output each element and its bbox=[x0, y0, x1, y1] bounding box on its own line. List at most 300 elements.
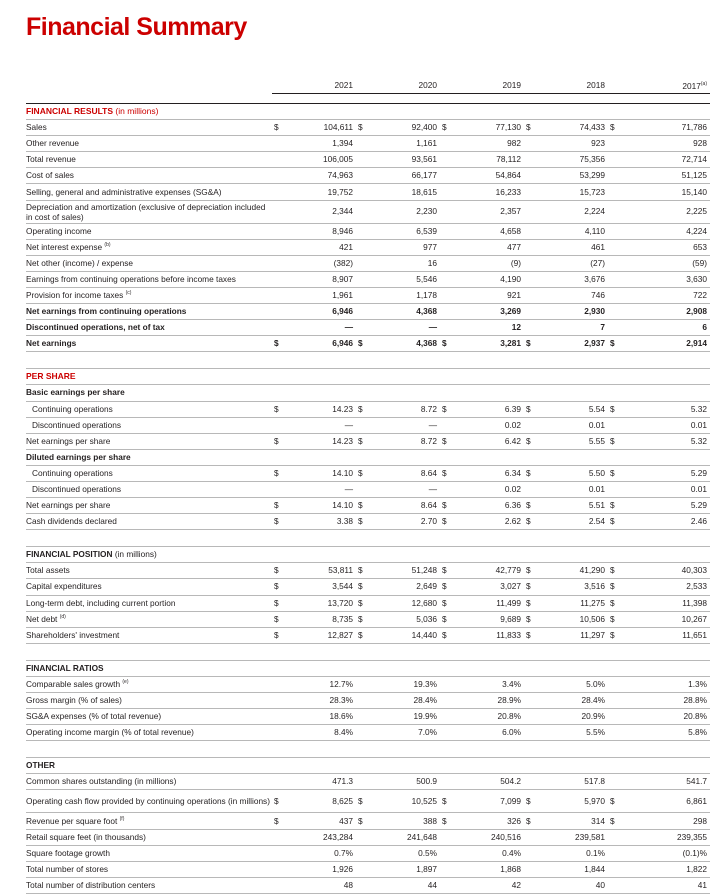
row-label bbox=[26, 152, 272, 168]
table-row bbox=[26, 433, 710, 449]
row-label-text: Net earnings bbox=[26, 338, 77, 349]
cell-value: 12 bbox=[462, 320, 524, 336]
currency-symbol bbox=[608, 239, 630, 255]
subheading-row bbox=[26, 385, 710, 401]
cell-value: 28.4% bbox=[378, 693, 440, 709]
cell-value: 28.3% bbox=[294, 693, 356, 709]
currency-symbol bbox=[356, 417, 378, 433]
cell-value: 74,963 bbox=[294, 168, 356, 184]
currency-symbol: $ bbox=[356, 498, 378, 514]
cell-value: 2,230 bbox=[378, 200, 440, 223]
currency-symbol: $ bbox=[440, 465, 462, 481]
row-label-text: Total number of stores bbox=[26, 863, 109, 874]
cell-value: 1,961 bbox=[294, 287, 356, 303]
row-label-text: Common shares outstanding (in millions) bbox=[26, 776, 177, 787]
cell-value: 20.8% bbox=[462, 709, 524, 725]
cell-value: 4,658 bbox=[462, 223, 524, 239]
currency-symbol: $ bbox=[440, 433, 462, 449]
cell-value: 5.8% bbox=[630, 725, 710, 741]
cell-value: 8.64 bbox=[378, 498, 440, 514]
table-row bbox=[26, 790, 710, 813]
currency-symbol: $ bbox=[272, 611, 294, 627]
row-label bbox=[26, 676, 272, 692]
year-footnote-mark: (a) bbox=[700, 81, 707, 88]
cell-value: 3,516 bbox=[546, 579, 608, 595]
currency-symbol bbox=[440, 449, 462, 465]
currency-symbol bbox=[272, 320, 294, 336]
year-header: 2021 bbox=[294, 78, 356, 94]
row-label-text: Continuing operations bbox=[32, 467, 113, 478]
row-label bbox=[26, 320, 272, 336]
currency-symbol bbox=[608, 136, 630, 152]
currency-symbol bbox=[440, 255, 462, 271]
section-divider bbox=[26, 530, 710, 547]
row-label-text: Continuing operations bbox=[32, 403, 113, 414]
cell-value: 0.01 bbox=[630, 481, 710, 497]
cell-value: 0.01 bbox=[630, 417, 710, 433]
currency-symbol bbox=[272, 861, 294, 877]
cell-value: 928 bbox=[630, 136, 710, 152]
table-row bbox=[26, 287, 710, 303]
cell-value: 12,680 bbox=[378, 595, 440, 611]
cell-value: 28.4% bbox=[546, 693, 608, 709]
cell-value: 12,827 bbox=[294, 627, 356, 643]
row-label-text: Comparable sales growth bbox=[26, 678, 121, 689]
currency-symbol bbox=[440, 877, 462, 893]
currency-symbol bbox=[440, 725, 462, 741]
cell-value: 72,714 bbox=[630, 152, 710, 168]
currency-symbol bbox=[440, 385, 462, 401]
table-row bbox=[26, 579, 710, 595]
cell-value: 3,630 bbox=[630, 271, 710, 287]
table-row bbox=[26, 627, 710, 643]
cell-value: 421 bbox=[294, 239, 356, 255]
cell-value: 53,811 bbox=[294, 563, 356, 579]
cell-value: 8,946 bbox=[294, 223, 356, 239]
cell-value: 40,303 bbox=[630, 563, 710, 579]
currency-symbol: $ bbox=[356, 611, 378, 627]
cell-value: 722 bbox=[630, 287, 710, 303]
cell-value: 477 bbox=[462, 239, 524, 255]
table-row bbox=[26, 465, 710, 481]
cell-value: 6 bbox=[630, 320, 710, 336]
currency-symbol bbox=[524, 200, 546, 223]
cell-value: 41,290 bbox=[546, 563, 608, 579]
cell-value: 41 bbox=[630, 877, 710, 893]
year-header: 2018 bbox=[546, 78, 608, 94]
row-label bbox=[26, 385, 272, 401]
currency-symbol: $ bbox=[356, 595, 378, 611]
row-label bbox=[26, 627, 272, 643]
cell-value: 16,233 bbox=[462, 184, 524, 200]
cell-value: 2.62 bbox=[462, 514, 524, 530]
footnote-mark: (f) bbox=[119, 815, 125, 822]
row-label-text: Operating cash flow provided by continuing operations (in millions) bbox=[26, 796, 270, 807]
row-label bbox=[26, 514, 272, 530]
currency-symbol bbox=[524, 136, 546, 152]
currency-symbol bbox=[524, 239, 546, 255]
currency-symbol: $ bbox=[440, 120, 462, 136]
currency-symbol bbox=[440, 774, 462, 790]
cell-value: 15,723 bbox=[546, 184, 608, 200]
table-row bbox=[26, 320, 710, 336]
cell-value: 6,946 bbox=[294, 336, 356, 352]
currency-symbol bbox=[356, 676, 378, 692]
currency-symbol bbox=[608, 304, 630, 320]
currency-symbol bbox=[272, 184, 294, 200]
cell-value: 2,937 bbox=[546, 336, 608, 352]
currency-symbol: $ bbox=[272, 514, 294, 530]
currency-symbol: $ bbox=[608, 627, 630, 643]
currency-symbol: $ bbox=[440, 401, 462, 417]
cell-value bbox=[294, 385, 356, 401]
row-label-text: Total number of distribution centers bbox=[26, 879, 156, 890]
cell-value: 10,525 bbox=[378, 790, 440, 813]
cell-value: (0.1)% bbox=[630, 845, 710, 861]
row-label-text: Total revenue bbox=[26, 154, 76, 165]
row-label bbox=[26, 774, 272, 790]
cell-value: 0.02 bbox=[462, 417, 524, 433]
cell-value: 541.7 bbox=[630, 774, 710, 790]
currency-symbol bbox=[356, 304, 378, 320]
cell-value: 14,440 bbox=[378, 627, 440, 643]
currency-symbol bbox=[356, 725, 378, 741]
table-row bbox=[26, 498, 710, 514]
cell-value: 5.29 bbox=[630, 465, 710, 481]
currency-symbol bbox=[524, 184, 546, 200]
currency-symbol: $ bbox=[440, 498, 462, 514]
section-heading bbox=[26, 369, 710, 385]
currency-symbol bbox=[356, 481, 378, 497]
cell-value: 6.36 bbox=[462, 498, 524, 514]
currency-symbol bbox=[440, 239, 462, 255]
currency-symbol bbox=[356, 845, 378, 861]
row-label-text: Cash dividends declared bbox=[26, 516, 117, 527]
cell-value: 8.72 bbox=[378, 433, 440, 449]
row-label bbox=[26, 813, 272, 829]
row-label bbox=[26, 271, 272, 287]
cell-value: 10,267 bbox=[630, 611, 710, 627]
currency-symbol bbox=[272, 774, 294, 790]
currency-symbol bbox=[608, 271, 630, 287]
cell-value: 2,649 bbox=[378, 579, 440, 595]
currency-symbol bbox=[356, 693, 378, 709]
row-label-text: Net earnings per share bbox=[26, 435, 111, 446]
cell-value: 4,110 bbox=[546, 223, 608, 239]
cell-value: — bbox=[378, 320, 440, 336]
row-label bbox=[26, 223, 272, 239]
cell-value: (27) bbox=[546, 255, 608, 271]
currency-symbol bbox=[440, 709, 462, 725]
currency-symbol: $ bbox=[356, 433, 378, 449]
cell-value: 504.2 bbox=[462, 774, 524, 790]
section-heading bbox=[26, 547, 710, 563]
row-label bbox=[26, 709, 272, 725]
cell-value: 5.32 bbox=[630, 401, 710, 417]
row-label bbox=[26, 336, 272, 352]
row-label-text: Cost of sales bbox=[26, 170, 74, 181]
cell-value: 746 bbox=[546, 287, 608, 303]
currency-symbol: $ bbox=[356, 579, 378, 595]
cell-value: (59) bbox=[630, 255, 710, 271]
cell-value: 6,861 bbox=[630, 790, 710, 813]
cell-value: 3,676 bbox=[546, 271, 608, 287]
currency-symbol bbox=[524, 223, 546, 239]
cell-value: 19,752 bbox=[294, 184, 356, 200]
currency-symbol bbox=[356, 136, 378, 152]
cell-value: 5.5% bbox=[546, 725, 608, 741]
cell-value: 5,546 bbox=[378, 271, 440, 287]
row-label bbox=[26, 304, 272, 320]
cell-value: 28.9% bbox=[462, 693, 524, 709]
currency-symbol: $ bbox=[608, 813, 630, 829]
cell-value: 19.9% bbox=[378, 709, 440, 725]
row-label-text: Depreciation and amortization (exclusive of depreciation included in cost of sales) bbox=[26, 201, 266, 222]
cell-value bbox=[462, 385, 524, 401]
row-label-text: Net earnings from continuing operations bbox=[26, 306, 187, 317]
cell-value bbox=[462, 449, 524, 465]
currency-symbol bbox=[608, 693, 630, 709]
cell-value: 5.32 bbox=[630, 433, 710, 449]
currency-symbol: $ bbox=[608, 579, 630, 595]
cell-value: 241,648 bbox=[378, 829, 440, 845]
cell-value: 8.64 bbox=[378, 465, 440, 481]
cell-value: 0.02 bbox=[462, 481, 524, 497]
currency-symbol: $ bbox=[608, 595, 630, 611]
table-row bbox=[26, 255, 710, 271]
currency-symbol bbox=[524, 877, 546, 893]
cell-value: 8.4% bbox=[294, 725, 356, 741]
table-row bbox=[26, 120, 710, 136]
table-row bbox=[26, 417, 710, 433]
cell-value: 77,130 bbox=[462, 120, 524, 136]
cell-value: 243,284 bbox=[294, 829, 356, 845]
cell-value: 0.7% bbox=[294, 845, 356, 861]
cell-value: 66,177 bbox=[378, 168, 440, 184]
row-label-text: Net earnings per share bbox=[26, 500, 111, 511]
section-heading-text: FINANCIAL POSITION bbox=[26, 549, 113, 560]
cell-value: 0.1% bbox=[546, 845, 608, 861]
table-row bbox=[26, 813, 710, 829]
currency-symbol: $ bbox=[356, 563, 378, 579]
row-label bbox=[26, 579, 272, 595]
currency-symbol bbox=[524, 385, 546, 401]
currency-symbol: $ bbox=[356, 514, 378, 530]
currency-symbol: $ bbox=[608, 563, 630, 579]
row-label-text: Other revenue bbox=[26, 138, 80, 149]
currency-symbol bbox=[440, 676, 462, 692]
cell-value: 461 bbox=[546, 239, 608, 255]
cell-value: 4,368 bbox=[378, 336, 440, 352]
section-heading-text: PER SHARE bbox=[26, 371, 76, 382]
financial-summary-table bbox=[26, 78, 710, 894]
section-heading-row bbox=[26, 547, 710, 563]
currency-symbol bbox=[440, 136, 462, 152]
currency-symbol bbox=[524, 725, 546, 741]
currency-symbol bbox=[524, 481, 546, 497]
currency-symbol bbox=[608, 184, 630, 200]
cell-value: 75,356 bbox=[546, 152, 608, 168]
table-row bbox=[26, 239, 710, 255]
currency-symbol bbox=[608, 725, 630, 741]
currency-symbol bbox=[608, 861, 630, 877]
cell-value: 6.42 bbox=[462, 433, 524, 449]
currency-symbol: $ bbox=[272, 336, 294, 352]
section-heading-text: FINANCIAL RATIOS bbox=[26, 662, 104, 673]
row-label-text: Discontinued operations, net of tax bbox=[26, 322, 165, 333]
section-heading-row bbox=[26, 758, 710, 774]
cell-value: 14.23 bbox=[294, 433, 356, 449]
cell-value: — bbox=[378, 481, 440, 497]
section-heading bbox=[26, 660, 710, 676]
row-label bbox=[26, 845, 272, 861]
currency-symbol bbox=[524, 271, 546, 287]
row-label bbox=[26, 877, 272, 893]
currency-symbol bbox=[440, 200, 462, 223]
row-label-text: Retail square feet (in thousands) bbox=[26, 831, 146, 842]
row-label-text: Sales bbox=[26, 122, 47, 133]
year-header: 2017$^{(a)}$ bbox=[630, 78, 710, 94]
currency-symbol: $ bbox=[524, 498, 546, 514]
section-unit: (in millions) bbox=[115, 106, 159, 117]
cell-value: 5.50 bbox=[546, 465, 608, 481]
cell-value: 653 bbox=[630, 239, 710, 255]
table-row bbox=[26, 845, 710, 861]
cell-value: 7 bbox=[546, 320, 608, 336]
row-label bbox=[26, 481, 272, 497]
section-divider bbox=[26, 643, 710, 660]
currency-symbol: $ bbox=[356, 401, 378, 417]
cell-value: 314 bbox=[546, 813, 608, 829]
currency-symbol bbox=[272, 845, 294, 861]
cell-value: 0.4% bbox=[462, 845, 524, 861]
currency-symbol: $ bbox=[272, 465, 294, 481]
currency-symbol bbox=[608, 417, 630, 433]
row-label bbox=[26, 498, 272, 514]
currency-symbol bbox=[524, 152, 546, 168]
currency-symbol: $ bbox=[272, 627, 294, 643]
cell-value: 11,833 bbox=[462, 627, 524, 643]
row-label bbox=[26, 239, 272, 255]
currency-symbol: $ bbox=[608, 465, 630, 481]
cell-value: 2.70 bbox=[378, 514, 440, 530]
section-heading-text: FINANCIAL RESULTS bbox=[26, 106, 114, 117]
row-label-text: Selling, general and administrative expenses (SG&A) bbox=[26, 186, 222, 197]
currency-symbol: $ bbox=[608, 401, 630, 417]
cell-value bbox=[378, 385, 440, 401]
currency-symbol: $ bbox=[524, 579, 546, 595]
cell-value: 3.38 bbox=[294, 514, 356, 530]
cell-value: 14.23 bbox=[294, 401, 356, 417]
table-row bbox=[26, 693, 710, 709]
currency-symbol: $ bbox=[440, 514, 462, 530]
currency-symbol: $ bbox=[356, 465, 378, 481]
table-row bbox=[26, 725, 710, 741]
cell-value: 1,868 bbox=[462, 861, 524, 877]
currency-symbol bbox=[356, 774, 378, 790]
currency-symbol bbox=[440, 223, 462, 239]
cell-value: 2.54 bbox=[546, 514, 608, 530]
currency-symbol: $ bbox=[608, 790, 630, 813]
cell-value: 11,499 bbox=[462, 595, 524, 611]
currency-symbol: $ bbox=[272, 579, 294, 595]
cell-value: 20.9% bbox=[546, 709, 608, 725]
cell-value: 0.01 bbox=[546, 481, 608, 497]
currency-symbol bbox=[440, 320, 462, 336]
currency-symbol bbox=[440, 693, 462, 709]
cell-value: 2,908 bbox=[630, 304, 710, 320]
cell-value: 3,544 bbox=[294, 579, 356, 595]
currency-symbol bbox=[272, 449, 294, 465]
currency-symbol: $ bbox=[440, 611, 462, 627]
cell-value: 0.5% bbox=[378, 845, 440, 861]
section-heading-row bbox=[26, 369, 710, 385]
cell-value: 298 bbox=[630, 813, 710, 829]
currency-symbol bbox=[272, 709, 294, 725]
cell-value: 3,027 bbox=[462, 579, 524, 595]
currency-symbol: $ bbox=[272, 595, 294, 611]
currency-symbol bbox=[272, 287, 294, 303]
table-row bbox=[26, 774, 710, 790]
currency-symbol bbox=[524, 168, 546, 184]
section-unit: (in millions) bbox=[114, 549, 157, 560]
currency-symbol bbox=[272, 725, 294, 741]
table-row bbox=[26, 304, 710, 320]
row-label bbox=[26, 790, 272, 813]
currency-symbol bbox=[524, 676, 546, 692]
cell-value: 1,178 bbox=[378, 287, 440, 303]
row-label-text: Shareholders' investment bbox=[26, 629, 120, 640]
currency-symbol bbox=[524, 774, 546, 790]
cell-value: 51,248 bbox=[378, 563, 440, 579]
currency-symbol bbox=[356, 223, 378, 239]
cell-value bbox=[546, 449, 608, 465]
row-label-text: Basic earnings per share bbox=[26, 387, 125, 398]
currency-symbol: $ bbox=[440, 336, 462, 352]
cell-value: 2,344 bbox=[294, 200, 356, 223]
currency-symbol bbox=[524, 255, 546, 271]
cell-value: 921 bbox=[462, 287, 524, 303]
cell-value: 5.51 bbox=[546, 498, 608, 514]
currency-symbol: $ bbox=[524, 336, 546, 352]
cell-value: 6,539 bbox=[378, 223, 440, 239]
currency-symbol: $ bbox=[608, 336, 630, 352]
section-heading-row bbox=[26, 660, 710, 676]
table-row bbox=[26, 336, 710, 352]
currency-symbol bbox=[272, 136, 294, 152]
row-label bbox=[26, 611, 272, 627]
currency-symbol bbox=[524, 449, 546, 465]
currency-symbol bbox=[440, 417, 462, 433]
cell-value: 11,398 bbox=[630, 595, 710, 611]
year-header-row bbox=[26, 78, 710, 94]
cell-value: 6.0% bbox=[462, 725, 524, 741]
row-label-text: Net interest expense bbox=[26, 241, 103, 252]
cell-value: 5.29 bbox=[630, 498, 710, 514]
currency-symbol: $ bbox=[524, 401, 546, 417]
currency-symbol bbox=[356, 877, 378, 893]
currency-symbol bbox=[356, 271, 378, 287]
currency-symbol: $ bbox=[524, 120, 546, 136]
row-label-text: Long-term debt, including current portion bbox=[26, 597, 176, 608]
cell-value: 71,786 bbox=[630, 120, 710, 136]
cell-value: 19.3% bbox=[378, 676, 440, 692]
currency-symbol bbox=[356, 152, 378, 168]
cell-value: 16 bbox=[378, 255, 440, 271]
cell-value: 1,822 bbox=[630, 861, 710, 877]
currency-symbol bbox=[440, 184, 462, 200]
row-label bbox=[26, 168, 272, 184]
